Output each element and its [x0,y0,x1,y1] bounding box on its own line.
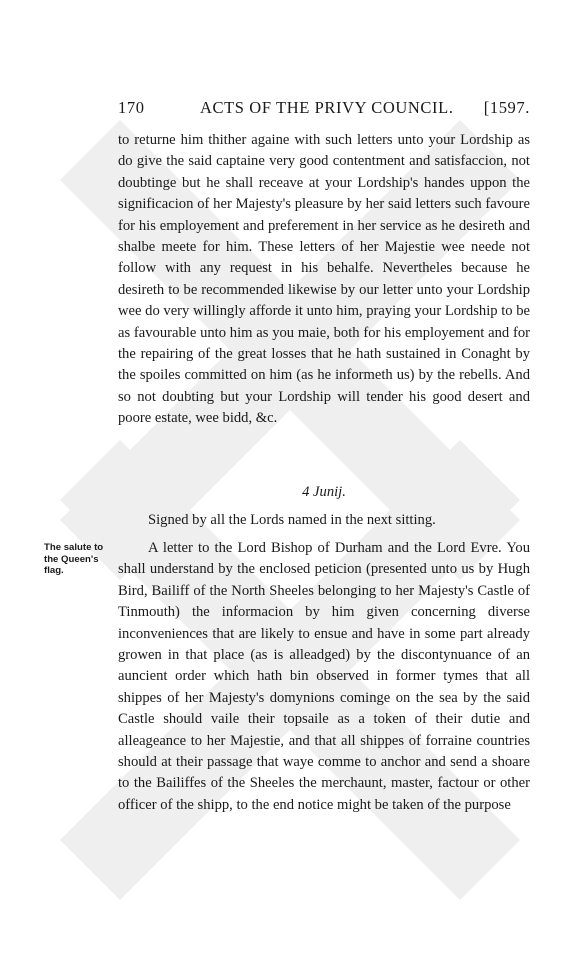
running-header [118,98,530,122]
body-paragraph-2: A letter to the Lord Bishop of Durham and the Lord Evre. You shall understand by the enclosed peticion (presented unto us by Hugh Bird, Bailiff of the North Sheeles belonging to her Majesty's Castle of Tinmouth) the informacion by him given concerning diverse inconveniences that are likely to ensue and have in some part already growen in that place (as is alleadged) by the discontynuance of an auncient order which hath bin observed in former tymes that all shippes of her Majesty's domynions cominge on the sea by the said Castle should vaile their topsaile as a token of their dutie and alleageance to her Majestie, and that all shippes of forraine countries should at their passage that waye comme to anchor and send a shoare to the Bailiffes of the Sheeles the merchaunt, master, factour or other officer of the shipp, to the end notice might be taken of the purpose [118,540,530,813]
signed-line: Signed by all the Lords named in the next sitting. [148,512,436,528]
margin-note: The salute to the Queen's flag. [44,542,104,576]
page-number: 170 [118,98,145,117]
year-marker: [1597. [483,98,530,117]
date-heading: 4 Junij. [302,484,346,500]
running-title: ACTS OF THE PRIVY COUNCIL. [200,98,454,117]
body-paragraph-1: to returne him thither againe with such letters unto your Lordship as do give the said captaine very good contentment and satisfaccion, not doubtinge but he shall receave at your Lordship's handes uppon the significacion of her Majesty's pleasure by her said letters such favoure for his employement and preferement in her service as he desireth and shalbe meete for him. These letters of her Majestie wee neede not follow with any request in his behalfe. Nevertheles because he desireth to be recommended likewise by our letter unto your Lordship wee do very willingly afforde it unto him, praying your Lordship to be as favourable unto him as you maie, both for his employement and for the repairing of the great losses that he hath sustained in Conaght by the spoiles committed on him (as he informeth us) by the rebells. And so not doubting but your Lordship will tender his good desert and poore estate, wee bidd, &c. [118,132,530,427]
